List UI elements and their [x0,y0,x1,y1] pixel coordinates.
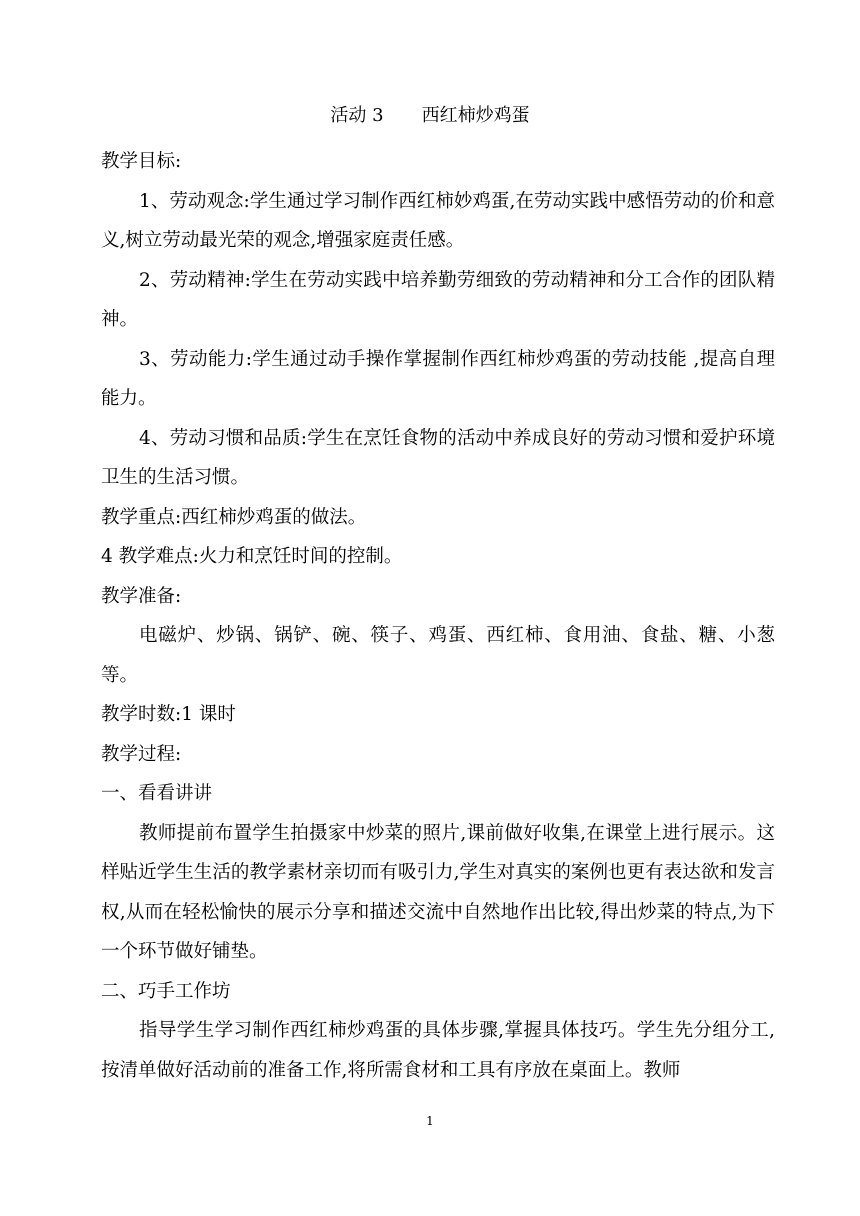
document-title [0,103,860,129]
teaching-prep-heading: 教学准备: [101,585,182,607]
goal-labor-spirit: 2、劳动精神:学生在劳动实践中培养勤劳细致的劳动精神和分工合作的团队精神。 [101,269,775,330]
part-one-heading: 一、看看讲讲 [101,783,213,804]
teaching-goals-heading: 教学目标: [101,151,182,172]
teaching-difficulty: 4 教学难点:火力和烹饪时间的控制。 [101,546,403,567]
goal-labor-concept: 1、劳动观念:学生通过学习制作西红柿妙鸡蛋,在劳动实践中感悟劳动的价和意义,树立劳动最光荣的观念,增强家庭责任感。 [101,190,775,251]
teaching-duration: 教学时数:1 课时 [101,704,236,725]
title-activity-name: 西红柿炒鸡蛋 [421,105,530,126]
goal-labor-habits: 4、劳动习惯和品质:学生在烹饪食物的活动中养成良好的劳动习惯和爱护环境卫生的生活习惯。 [101,427,775,488]
part-two-text: 指导学生学习制作西红柿炒鸡蛋的具体步骤,掌握具体技巧。学生先分组分工,按清单做好活动前的准备工作,将所需食材和工具有序放在桌面上。教师 [101,1020,775,1081]
document-body [101,142,775,1090]
part-one-text: 教师提前布置学生拍摄家中炒菜的照片,课前做好收集,在课堂上进行展示。这样贴近学生生活的教学素材亲切而有吸引力,学生对真实的案例也更有表达欲和发言权,从而在轻松愉快的展示分享和描述交流中自然地作出比较,得出炒菜的特点,为下一个环节做好铺垫。 [101,822,775,962]
goal-labor-ability: 3、劳动能力:学生通过动手操作掌握制作西红柿炒鸡蛋的劳动技能 ,提高自理能力。 [101,348,775,409]
teaching-process-heading: 教学过程: [101,743,182,765]
teaching-prep-items: 电磁炉、炒锅、锅铲、碗、筷子、鸡蛋、西红柿、食用油、食盐、糖、小葱等。 [101,625,775,686]
title-activity-number: 活动 3 [330,105,384,126]
part-two-heading: 二、巧手工作坊 [101,980,231,1002]
teaching-key-point: 教学重点:西红柿炒鸡蛋的做法。 [101,506,367,528]
page-number: 1 [426,1114,434,1128]
